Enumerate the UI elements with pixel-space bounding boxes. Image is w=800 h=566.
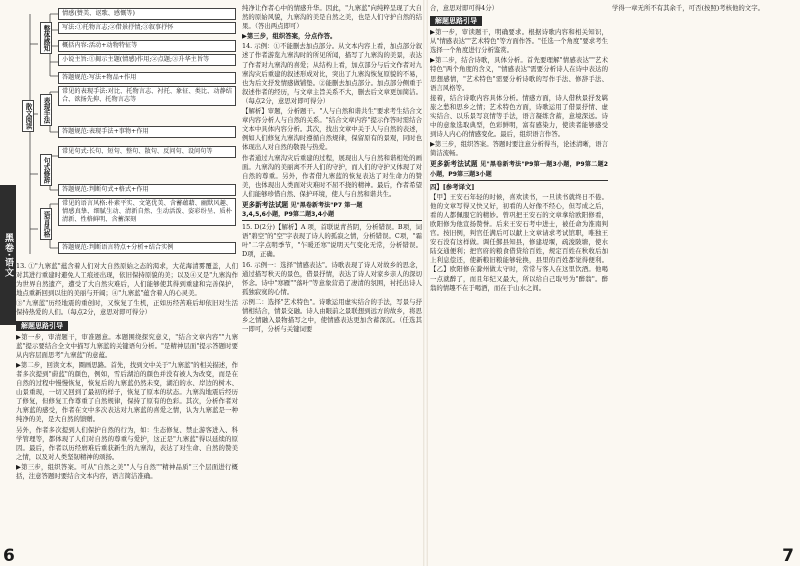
left-column-1 — [16, 4, 238, 550]
more-tests-sub: 3,4,5,6小题，P9第二题3,4小题 — [242, 211, 335, 219]
q13-answer: 13. ①"九寨蓝"蕴含着人们对大自然原始之态的渴求，大花海清雾覆盖，人们对其进行重建时避免人工痕迹出现，依旧保持原貌的美；以及④又是"九寨沟作为世界自然遗产，遭受了大自然灾难后，人们能够使其得到重建和完善保护，地点重新回到以往的美丽与开阔；④"九寨蓝"蕴含着人的心灵美。 — [16, 262, 238, 298]
more-tests-ref: 见"黑卷新考法"P7 第一题 — [290, 201, 363, 209]
more-tests-ref-2: 见"黑卷新考法"P9第一题3小题，P9第二题2小题，P9第三题3小题 — [430, 161, 608, 178]
q15-answer: 15. D(2分)【解析】A 项，首联说青苔阴，分析错误。B项，词语"碧空"的"空"字表现了诗人的孤寂之情，分析错误。C项，"霜叶"二字点明季节，"乍暖还寒"说明天气变化无常，分析错误。D项，正确。 — [242, 223, 422, 259]
q14-analysis-2: 作者通过九寨沟灾后重建的过程，展现出人与自然和谐相处的画面。九寨沟的美丽离不开人们的守护，而人们的守护又体现了对自然的尊重。另外，作者借九寨蓝的恢复表达了对生命力的赞美，也体现出人类面对灾难时不屈不挠的精神。最后，作者希望人们能够珍惜自然、保护环境，使人与自然和谐共生。 — [242, 153, 422, 198]
group1-item-5: 答题规范:写法+物品+作用 — [58, 72, 236, 84]
left-column-2 — [242, 4, 422, 550]
group2-item-2: 答题规范:表现手法+事物+作用 — [58, 126, 236, 138]
col3-top: 合，意思对即可得4分） — [430, 4, 498, 12]
tip-step-3: ▶第三步，组织答案。可从"自然之美""人与自然""精神品质"三个层面进行概括，注意答题时要结合文本内容，语言简洁准确。 — [16, 462, 238, 480]
tip2-step-2b: 接着，结合诗歌内容具体分析。情感方面，诗人借秋景抒发羁旅之愁和思乡之情；艺术特色方面，诗歌运用了借景抒情、虚实结合、以乐景写哀情等手法，语言凝练含蓄，意境深远。诗中的意象选取典型，色彩鲜明，富有感染力，使读者能够感受到诗人内心的情感变化。最后，组织语言作答。 — [430, 93, 608, 139]
group1-item-2: 写法:①托物言志;②借景抒情;③叙事抒怀 — [58, 22, 236, 34]
group4-item-1: 常见的语言风格:朴素平实、文笔优美、含蓄蕴藉、幽默风趣、情感真挚、细腻生动、清新自然、生动活泼、姿彩纷呈、质朴清新、性格鲜明、含蓄深刻 — [58, 198, 236, 226]
side-tab: 黑卷·语文 — [0, 185, 16, 325]
tip2-step-1: ▶第一步，审读题干，明确要求。根据诗歌内容和相关知识，从"情感表达""艺术特色"等方面作答。"任选一个角度"要求考生选择一个角度进行分析鉴赏。 — [430, 28, 608, 55]
group2-item-1: 常见的表现手法:对比、托物言志、衬托、象征、类比、动静结合、欲扬先抑、托物言志等 — [58, 86, 236, 106]
q16-answer-2: 示例二：选择"艺术特色"。诗歌运用虚实结合的手法，写景与抒情相结合，情景交融。诗人由眼前之景联想到远方的故乡，将思乡之情融入景物描写之中，使情感表达更加含蓄深沉。（任选其一即可，分析与关键词要 — [242, 297, 422, 334]
translation-title: 四】[参考译文] — [430, 182, 475, 191]
q16-answer: 16. 示例一：选择"情感表达"。诗歌表现了诗人对故乡的思念，通过描写秋天的景色，借景抒情，表达了诗人对家乡亲人的深切怀念。诗中"寒雁""落叶"等意象营造了凄清的氛围，衬托出诗人孤独寂寞的心情。 — [242, 260, 422, 296]
tip-step-2b: 另外，作者多次提到人们保护自然的行为，如：生态修复、禁止游客进入、科学管理等，都体现了人们对自然的尊重与爱护，这正是"九寨蓝"得以延续的原因。最后，作者以历经磨难后重获新生的九寨沟，表达了对生命、自然的赞美之情，以及对人类坚韧精神的颂扬。 — [16, 425, 238, 461]
tip-step-2: ▶第二步，回读文本，圈画思路。首先，找到文中关于"九寨蓝"的相关描述，作者多次提到"蔚蓝"的颜色，例如，雪后湖泊的颜色并没有被人为改变，而是在自然的过程中慢慢恢复，恢复后的九寨蓝仍然未变，湖泊的水、岸边的树木、山景重现，一切又回到了最初的样子，恢复了原本的状态。九寨沟地震后经历了修复，但修复工作尊重了自然规律，保持了原有的色彩。其次，分析作者对九寨蓝的感受，作者在文中多次表达对九寨蓝的喜爱之情，认为九寨蓝是一种纯净的美，是大自然的馈赠。 — [16, 360, 238, 424]
mind-map-root: 散文阅读 — [22, 100, 34, 132]
q14-analysis: 【解析】审题，分析题干。"人与自然和谐共生"要求考生结合文章内容分析人与自然的关系。"结合文章内容"提示作答时需结合文本中具体内容分析。其次，找出文章中关于人与自然的表述，例如人们修复九寨沟时遵循自然规律，保留原有的景观，同时也体现出人对自然的敬畏与热爱。 — [242, 107, 422, 152]
group-title-2: 表现手法 — [40, 94, 52, 126]
group1-item-1: 情感(赞美、讴歌、感慨等) — [58, 8, 236, 20]
group-title-3: 句式修辞 — [40, 154, 52, 186]
tip-header: 解题思路引导 — [16, 321, 68, 331]
tip2-step-2: ▶第二步，结合诗歌，具体分析。首先要理解"情感表达""艺术特色"两个角度的含义，"情感表达"需要分析诗人在诗中表达的思想感情，"艺术特色"需要分析诗歌的写作手法、修辞手法、语言风格等。 — [430, 56, 608, 92]
group1-item-3: 概括内容:活动+动物特征等 — [58, 40, 236, 52]
q13-answer-2: ③"九寨蓝"历经地震的重创时，又恢复了生机，正如历经苦难后却依旧对生活保持热爱的人们。（每点2分，意思对即可得分） — [16, 299, 238, 317]
q14-answer: 14. 示例：①不能删去加点部分。从文本内容上看，加点部分叙述了作者游览九寨沟时的所见所闻，描写了九寨沟的美景，表达了作者对九寨沟的喜爱；从结构上看，加点部分与后文作者对九寨沟灾后重建的叙述形成对比，突出了九寨沟恢复原貌的不易，也为后文抒发情感做铺垫。②能删去加点部分。加点部分侧重于叙述作者的经历，与文章主旨关系不大，删去后文章更加简洁。（每点2分，意思对即可得分） — [242, 42, 422, 105]
page-fold — [423, 0, 428, 566]
group1-item-4: 小说主旨:①揭示主题(情感)作用;②点题;③升华主旨等 — [58, 54, 236, 66]
more-tests-link[interactable] — [242, 201, 422, 221]
mind-map — [16, 4, 238, 262]
group3-item-1: 常见句式:长句、短句、整句、散句、反问句、设问句等 — [58, 146, 236, 158]
more-tests-link-2[interactable] — [430, 160, 608, 180]
right-column-1 — [430, 4, 608, 550]
translation-text: 【甲】王安石年轻的时候，喜欢读书，一旦读书就终日不倦。他的文章写得又快又好，初看的人好像不经心，但写成之后，看的人都佩服它的精妙。曾巩把王安石的文章拿给欧阳修看，欧阳修为他宣扬赞誉。后来王安石考中进士，被任命为淮南判官。按旧例，判官任满后可以献上文章请求考试馆职，唯独王安石没有这样做。调任鄞县知县，修建堤堰，疏浚陂塘，使水陆交通便利；把官府的粮食借贷给百姓，规定百姓在秋收后加上利息偿还，使新粮旧粮能够轮换，县里的百姓都觉得便利。【乙】欧阳修在滁州做太守时，常常与客人在这里饮酒。他喝一点就醉了，而且年纪又最大，所以给自己取号为"醉翁"。醉翁的情趣不在于喝酒，而在于山水之间。 — [430, 192, 608, 292]
right-column-2 — [612, 4, 796, 550]
tip-step-1: ▶第一步，审清题干，审准题意。本题围绕探究意义，"结合文章内容""九寨蓝"提示要结合全文中描写九寨蓝的关键语句分析。"是精神层面"提示答题时要从内容层面思考"九寨蓝"的意蕴。 — [16, 332, 238, 359]
col2-step3: ▶第三步，组织答案，分点作答。 — [242, 32, 337, 41]
tip-header-2: 解题思路引导 — [430, 16, 482, 26]
group3-item-2: 答题规范:判断句式+格式+作用 — [58, 184, 236, 196]
more-tests-title: 更多新考法试题 — [242, 200, 289, 209]
col2-top: 纯净让作者心中的情感升华。因此，"九寨蓝"向纯粹呈现了大自然的原始风貌，九寨沟的美是自然之美，也是人们守护自然的结果。（答出两点即可） — [242, 4, 422, 31]
group-title-4: 语言风格 — [40, 208, 52, 240]
left-page-number: 6 — [3, 546, 15, 566]
col4-top: 学得一章无所不有其余千，可否(按照)考核他的文字。 — [612, 4, 764, 12]
group4-item-2: 答题规范:判断语言特点+分析+结合实例 — [58, 242, 236, 254]
right-page-number: 7 — [782, 546, 794, 566]
tip2-step-3: ▶第三步，组织答案。答题时要注意分析得当，论述清晰，语言简洁流畅。 — [430, 140, 608, 158]
more-tests-title-2: 更多新考法试题 — [430, 160, 478, 169]
group-title-1: 整体感知 — [40, 22, 52, 54]
